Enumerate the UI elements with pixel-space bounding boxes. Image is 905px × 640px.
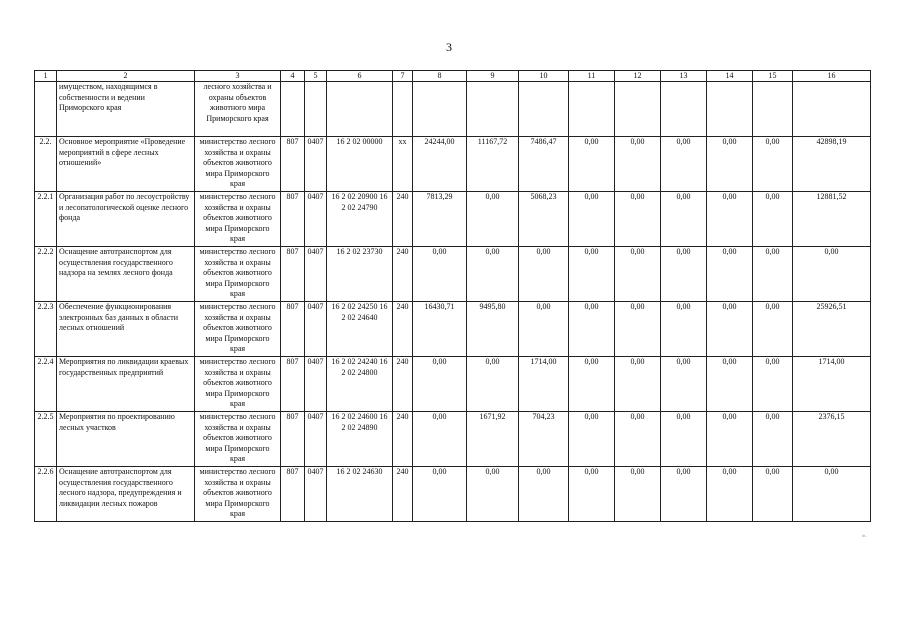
cell-description: Мероприятия по проектированию лесных участков [57, 412, 195, 467]
cell-section: 0407 [305, 192, 327, 247]
cell-value-col11: 0,00 [569, 412, 615, 467]
cell-value-col14: 0,00 [707, 247, 753, 302]
cell-description: Организация работ по лесоустройству и лесопатологической оценке лесного фонда [57, 192, 195, 247]
cell-value-col16: 0,00 [793, 467, 871, 522]
cell-grbs: 807 [281, 357, 305, 412]
cell-value-col16: 42898,19 [793, 137, 871, 192]
cell-value-col15: 0,00 [753, 357, 793, 412]
cell-value-col14: 0,00 [707, 357, 753, 412]
cell-target-article: 16 2 02 24250 16 2 02 24640 [327, 302, 393, 357]
cell-section: 0407 [305, 247, 327, 302]
cell-description: Основное мероприятие «Проведение мероприятий в сфере лесных отношений» [57, 137, 195, 192]
cell-value-col8: 24244,00 [413, 137, 467, 192]
cell-empty [753, 82, 793, 137]
cell-empty [281, 82, 305, 137]
cell-value-col13: 0,00 [661, 302, 707, 357]
cell-value-col9: 1671,92 [467, 412, 519, 467]
cell-value-col8: 0,00 [413, 467, 467, 522]
cell-value-col10: 0,00 [519, 467, 569, 522]
cell-executor: министерство лесного хозяйства и охраны объектов животного мира Приморского края [195, 302, 281, 357]
table-row [35, 412, 871, 467]
column-header-1: 1 [35, 71, 57, 82]
column-header-3: 3 [195, 71, 281, 82]
cell-value-col16: 1714,00 [793, 357, 871, 412]
cell-value-col9: 0,00 [467, 247, 519, 302]
cell-value-col15: 0,00 [753, 412, 793, 467]
cell-value-col9: 0,00 [467, 192, 519, 247]
page-number: 3 [446, 40, 452, 54]
cell-value-col10: 704,23 [519, 412, 569, 467]
column-header-4: 4 [281, 71, 305, 82]
cell-target-article: 16 2 02 23730 [327, 247, 393, 302]
cell-grbs: 807 [281, 247, 305, 302]
table-row [35, 247, 871, 302]
cell-num: 2.2.2 [35, 247, 57, 302]
table-row [35, 192, 871, 247]
cell-value-col10: 0,00 [519, 302, 569, 357]
column-header-13: 13 [661, 71, 707, 82]
column-header-7: 7 [393, 71, 413, 82]
column-header-8: 8 [413, 71, 467, 82]
cell-value-col9: 0,00 [467, 467, 519, 522]
cell-expense-type: 240 [393, 357, 413, 412]
cell-target-article: 16 2 02 20900 16 2 02 24790 [327, 192, 393, 247]
cell-value-col11: 0,00 [569, 302, 615, 357]
cell-num: 2.2.5 [35, 412, 57, 467]
cell-value-col12: 0,00 [615, 302, 661, 357]
cell-empty [707, 82, 753, 137]
cell-executor: лесного хозяйства и охраны объектов животного мира Приморского края [195, 82, 281, 137]
cell-empty [305, 82, 327, 137]
column-header-15: 15 [753, 71, 793, 82]
cell-value-col13: 0,00 [661, 357, 707, 412]
cell-value-col15: 0,00 [753, 302, 793, 357]
footer-mark: ». [862, 533, 867, 539]
cell-empty [569, 82, 615, 137]
table-row [35, 357, 871, 412]
cell-target-article: 16 2 02 24600 16 2 02 24890 [327, 412, 393, 467]
cell-empty [467, 82, 519, 137]
cell-value-col14: 0,00 [707, 192, 753, 247]
cell-expense-type: 240 [393, 192, 413, 247]
cell-num [35, 82, 57, 137]
cell-value-col12: 0,00 [615, 412, 661, 467]
cell-executor: министерство лесного хозяйства и охраны объектов животного мира Приморского края [195, 247, 281, 302]
cell-value-col15: 0,00 [753, 192, 793, 247]
cell-empty [413, 82, 467, 137]
cell-description: Обеспечение функционирования электронных баз данных в области лесных отношений [57, 302, 195, 357]
cell-num: 2.2.6 [35, 467, 57, 522]
cell-value-col8: 7813,29 [413, 192, 467, 247]
cell-value-col14: 0,00 [707, 412, 753, 467]
column-header-6: 6 [327, 71, 393, 82]
cell-value-col12: 0,00 [615, 467, 661, 522]
cell-value-col14: 0,00 [707, 137, 753, 192]
cell-value-col11: 0,00 [569, 137, 615, 192]
cell-value-col13: 0,00 [661, 247, 707, 302]
table-row [35, 467, 871, 522]
cell-num: 2.2.3 [35, 302, 57, 357]
cell-value-col11: 0,00 [569, 247, 615, 302]
cell-grbs: 807 [281, 467, 305, 522]
cell-value-col8: 16430,71 [413, 302, 467, 357]
cell-value-col8: 0,00 [413, 412, 467, 467]
cell-value-col13: 0,00 [661, 192, 707, 247]
cell-section: 0407 [305, 467, 327, 522]
cell-value-col15: 0,00 [753, 137, 793, 192]
cell-value-col8: 0,00 [413, 247, 467, 302]
cell-executor: министерство лесного хозяйства и охраны объектов животного мира Приморского края [195, 467, 281, 522]
cell-empty [519, 82, 569, 137]
cell-value-col9: 9495,80 [467, 302, 519, 357]
cell-grbs: 807 [281, 137, 305, 192]
cell-grbs: 807 [281, 192, 305, 247]
cell-value-col10: 1714,00 [519, 357, 569, 412]
continuation-row [35, 82, 871, 137]
cell-description: имуществом, находящимся в собственности и ведении Приморского края [57, 82, 195, 137]
cell-executor: министерство лесного хозяйства и охраны объектов животного мира Приморского края [195, 357, 281, 412]
cell-target-article: 16 2 02 24240 16 2 02 24800 [327, 357, 393, 412]
table-row [35, 137, 871, 192]
cell-value-col15: 0,00 [753, 467, 793, 522]
cell-value-col12: 0,00 [615, 192, 661, 247]
cell-value-col13: 0,00 [661, 412, 707, 467]
cell-value-col10: 5068,23 [519, 192, 569, 247]
cell-value-col10: 0,00 [519, 247, 569, 302]
cell-section: 0407 [305, 137, 327, 192]
cell-executor: министерство лесного хозяйства и охраны объектов животного мира Приморского края [195, 192, 281, 247]
cell-value-col10: 7486,47 [519, 137, 569, 192]
cell-expense-type: хх [393, 137, 413, 192]
cell-grbs: 807 [281, 412, 305, 467]
cell-num: 2.2.4 [35, 357, 57, 412]
cell-expense-type: 240 [393, 467, 413, 522]
column-header-5: 5 [305, 71, 327, 82]
cell-value-col8: 0,00 [413, 357, 467, 412]
cell-value-col16: 25926,51 [793, 302, 871, 357]
cell-value-col12: 0,00 [615, 137, 661, 192]
cell-value-col12: 0,00 [615, 357, 661, 412]
cell-value-col13: 0,00 [661, 467, 707, 522]
cell-empty [793, 82, 871, 137]
cell-value-col11: 0,00 [569, 467, 615, 522]
column-header-16: 16 [793, 71, 871, 82]
cell-executor: министерство лесного хозяйства и охраны объектов животного мира Приморского края [195, 412, 281, 467]
column-header-11: 11 [569, 71, 615, 82]
cell-target-article: 16 2 02 00000 [327, 137, 393, 192]
cell-empty [327, 82, 393, 137]
cell-value-col12: 0,00 [615, 247, 661, 302]
cell-value-col13: 0,00 [661, 137, 707, 192]
column-header-10: 10 [519, 71, 569, 82]
cell-grbs: 807 [281, 302, 305, 357]
cell-value-col15: 0,00 [753, 247, 793, 302]
cell-value-col16: 12881,52 [793, 192, 871, 247]
column-header-9: 9 [467, 71, 519, 82]
cell-value-col14: 0,00 [707, 467, 753, 522]
cell-expense-type: 240 [393, 302, 413, 357]
cell-value-col14: 0,00 [707, 302, 753, 357]
cell-value-col11: 0,00 [569, 357, 615, 412]
cell-description: Мероприятия по ликвидации краевых государственных предприятий [57, 357, 195, 412]
column-header-14: 14 [707, 71, 753, 82]
cell-section: 0407 [305, 412, 327, 467]
cell-section: 0407 [305, 357, 327, 412]
cell-value-col16: 0,00 [793, 247, 871, 302]
cell-empty [393, 82, 413, 137]
cell-description: Оснащение автотранспортом для осуществления государственного лесного надзора, предупреждения и ликвидации лесных пожаров [57, 467, 195, 522]
column-number-row [35, 71, 871, 82]
table-row [35, 302, 871, 357]
cell-value-col9: 0,00 [467, 357, 519, 412]
cell-value-col11: 0,00 [569, 192, 615, 247]
budget-table [34, 70, 871, 522]
cell-value-col16: 2376,15 [793, 412, 871, 467]
column-header-12: 12 [615, 71, 661, 82]
cell-description: Оснащение автотранспортом для осуществления государственного надзора на землях лесного фонда [57, 247, 195, 302]
cell-executor: министерство лесного хозяйства и охраны объектов животного мира Приморского края [195, 137, 281, 192]
cell-value-col9: 11167,72 [467, 137, 519, 192]
cell-expense-type: 240 [393, 412, 413, 467]
cell-target-article: 16 2 02 24630 [327, 467, 393, 522]
cell-num: 2.2. [35, 137, 57, 192]
cell-empty [661, 82, 707, 137]
cell-expense-type: 240 [393, 247, 413, 302]
cell-empty [615, 82, 661, 137]
column-header-2: 2 [57, 71, 195, 82]
cell-section: 0407 [305, 302, 327, 357]
cell-num: 2.2.1 [35, 192, 57, 247]
